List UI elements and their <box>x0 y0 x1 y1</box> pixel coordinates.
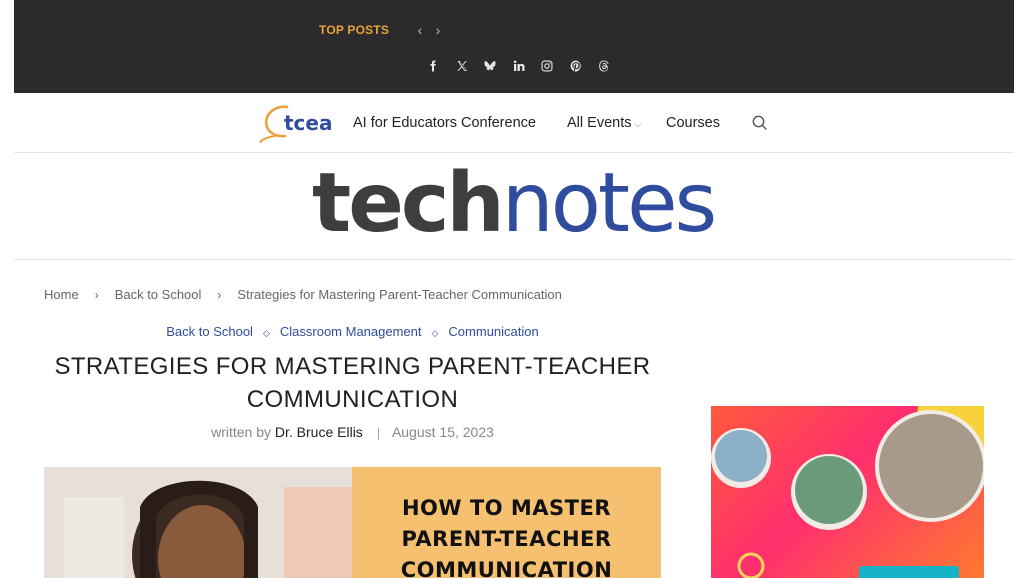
facebook-icon[interactable] <box>419 56 448 74</box>
written-by-label: written by <box>211 424 271 440</box>
chevron-right-icon: › <box>217 288 222 302</box>
post-meta <box>44 424 661 440</box>
post-title-line-2: COMMUNICATION <box>246 386 459 413</box>
post-title <box>44 350 661 416</box>
site-brand <box>14 153 1014 260</box>
featured-image <box>44 467 661 578</box>
diamond-separator-icon: ◇ <box>431 328 439 338</box>
nav-all-events[interactable] <box>567 115 641 131</box>
social-links <box>419 56 619 74</box>
brand-notes: notes <box>501 156 715 251</box>
nav-ai-for-educators-conference[interactable]: AI for Educators Conference <box>353 115 536 131</box>
sidebar-advertisement[interactable] <box>711 406 984 578</box>
bluesky-icon[interactable] <box>476 56 505 74</box>
featured-photo <box>44 467 352 578</box>
top-bar <box>14 0 1014 93</box>
chevron-right-icon: › <box>94 288 99 302</box>
pinterest-icon[interactable] <box>562 56 591 74</box>
featured-line-1: HOW TO MASTER <box>401 496 611 520</box>
category-communication[interactable]: Communication <box>448 324 539 339</box>
category-classroom-management[interactable]: Classroom Management <box>279 324 422 339</box>
linkedin-icon[interactable] <box>505 56 534 74</box>
nav-all-events-label: All Events <box>567 115 632 131</box>
main-navigation <box>14 93 1014 153</box>
diamond-separator-icon: ◇ <box>262 328 270 338</box>
threads-icon[interactable] <box>590 56 619 74</box>
page <box>14 0 1014 578</box>
post-author-link[interactable]: Dr. Bruce Ellis <box>274 424 363 440</box>
tcea-logo-text: tcea <box>284 111 333 135</box>
breadcrumb-current: Strategies for Mastering Parent-Teacher Communication <box>237 287 562 302</box>
brand-tech: tech <box>312 156 502 251</box>
featured-line-2: PARENT-TEACHER <box>401 527 612 551</box>
featured-image-text <box>352 493 661 578</box>
featured-line-3: COMMUNICATION <box>400 558 613 578</box>
tcea-logo[interactable] <box>257 99 341 143</box>
post-title-line-1: STRATEGIES FOR MASTERING PARENT-TEACHER <box>54 353 651 380</box>
post-date: August 15, 2023 <box>391 424 494 440</box>
instagram-icon[interactable] <box>533 56 562 74</box>
top-posts-label: TOP POSTS <box>319 23 390 37</box>
category-back-to-school[interactable]: Back to School <box>166 324 253 339</box>
post-categories <box>44 324 661 339</box>
nav-courses[interactable]: Courses <box>666 115 720 131</box>
chevron-down-icon: ⌵ <box>634 119 642 129</box>
technotes-logo[interactable] <box>312 156 715 251</box>
top-posts-next-button[interactable]: › <box>435 22 441 38</box>
breadcrumb <box>44 287 562 302</box>
meta-divider: | <box>376 426 380 440</box>
search-icon[interactable] <box>751 114 769 132</box>
breadcrumb-home[interactable]: Home <box>44 287 79 302</box>
breadcrumb-back-to-school[interactable]: Back to School <box>114 287 202 302</box>
x-icon[interactable] <box>448 56 477 74</box>
top-posts-prev-button[interactable]: ‹ <box>417 22 423 38</box>
